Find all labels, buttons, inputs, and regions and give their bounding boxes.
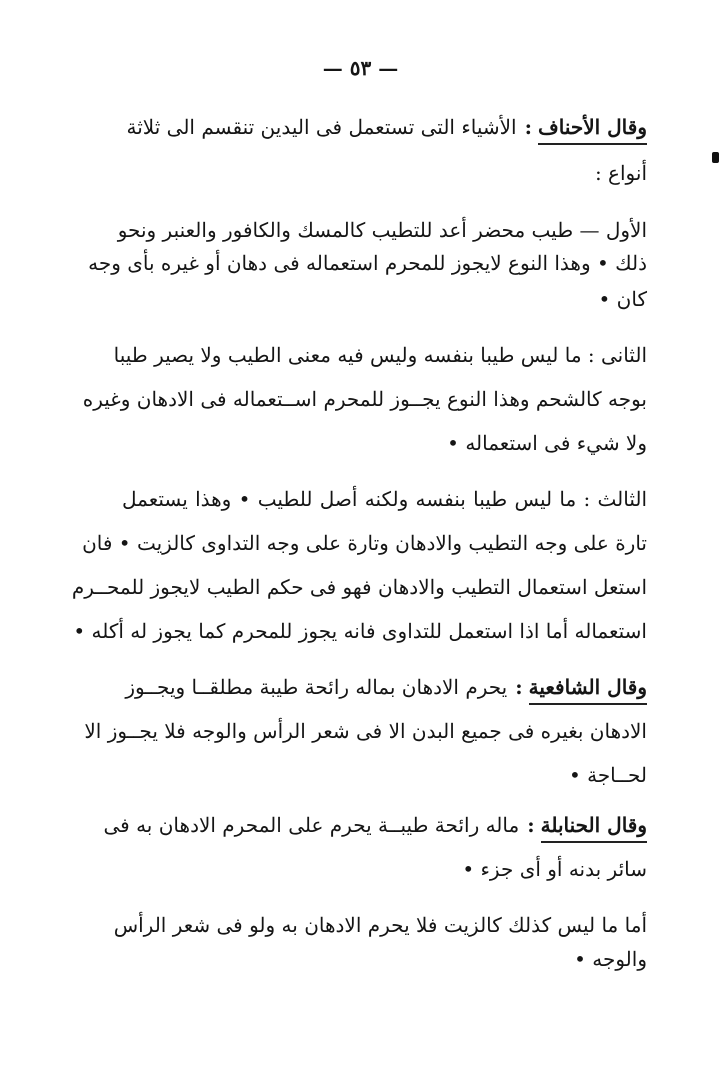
shafii-text: يحرم الادهان بماله رائحة طيبة مطلقــا ويجــوز bbox=[125, 675, 508, 699]
first-type-line-1: الأول — طيب محضر أعد للتطيب كالمسك والكافور والعنبر ونحو bbox=[117, 218, 647, 242]
third-type-line-4: استعماله أما اذا استعمل للتداوى فانه يجوز للمحرم كما يجوز له أكله • bbox=[73, 619, 647, 643]
hanbali-line-1 bbox=[103, 810, 647, 843]
shafii-line-2: الادهان بغيره فى جميع البدن الا فى شعر الرأس والوجه فلا يجــوز الا bbox=[84, 719, 647, 743]
closing-line-1: أما ما ليس كذلك كالزيت فلا يحرم الادهان به ولو فى شعر الرأس bbox=[113, 913, 647, 937]
margin-ink-mark bbox=[712, 152, 719, 163]
shafii-heading: وقال الشافعية bbox=[529, 672, 647, 705]
page-number: — ٥٣ — bbox=[322, 56, 399, 80]
second-type-line-2: بوجه كالشحم وهذا النوع يجــوز للمحرم اســتعماله فى الادهان وغيره bbox=[82, 387, 647, 411]
hanafi-text: الأشياء التى تستعمل فى اليدين تنقسم الى ثلاثة bbox=[126, 115, 517, 139]
hanbali-heading: وقال الحنابلة bbox=[541, 810, 647, 843]
hanafi-line-2: أنواع : bbox=[594, 161, 647, 185]
second-type-line-3: ولا شيء فى استعماله • bbox=[447, 431, 647, 455]
hanbali-text: ماله رائحة طيبــة يحرم على المحرم الادهان به فى bbox=[103, 813, 520, 837]
first-type-line-3: كان • bbox=[598, 287, 647, 311]
hanafi-heading: وقال الأحناف bbox=[538, 112, 647, 145]
shafii-line-3: لحــاجة • bbox=[568, 763, 647, 787]
third-type-line-2: تارة على وجه التطيب والادهان وتارة على وجه التداوى كالزيت • فان bbox=[82, 531, 647, 555]
heading-colon: : bbox=[524, 115, 532, 139]
second-type-line-1: الثانى : ما ليس طيبا بنفسه وليس فيه معنى الطيب ولا يصير طيبا bbox=[113, 343, 647, 367]
heading-colon: : bbox=[527, 813, 535, 837]
heading-colon: : bbox=[515, 675, 523, 699]
hanbali-line-2: سائر بدنه أو أى جزء • bbox=[462, 857, 647, 881]
shafii-line-1 bbox=[126, 672, 647, 705]
first-type-line-2: ذلك • وهذا النوع لايجوز للمحرم استعماله فى دهان أو غيره بأى وجه bbox=[88, 251, 647, 275]
hanafi-line-1 bbox=[126, 112, 647, 145]
third-type-line-1: الثالث : ما ليس طيبا بنفسه ولكنه أصل للطيب • وهذا يستعمل bbox=[122, 487, 647, 511]
third-type-line-3: استعل استعمال التطيب والادهان فهو فى حكم الطيب لايجوز للمحــرم bbox=[71, 575, 647, 599]
closing-line-2: والوجه • bbox=[574, 947, 647, 971]
